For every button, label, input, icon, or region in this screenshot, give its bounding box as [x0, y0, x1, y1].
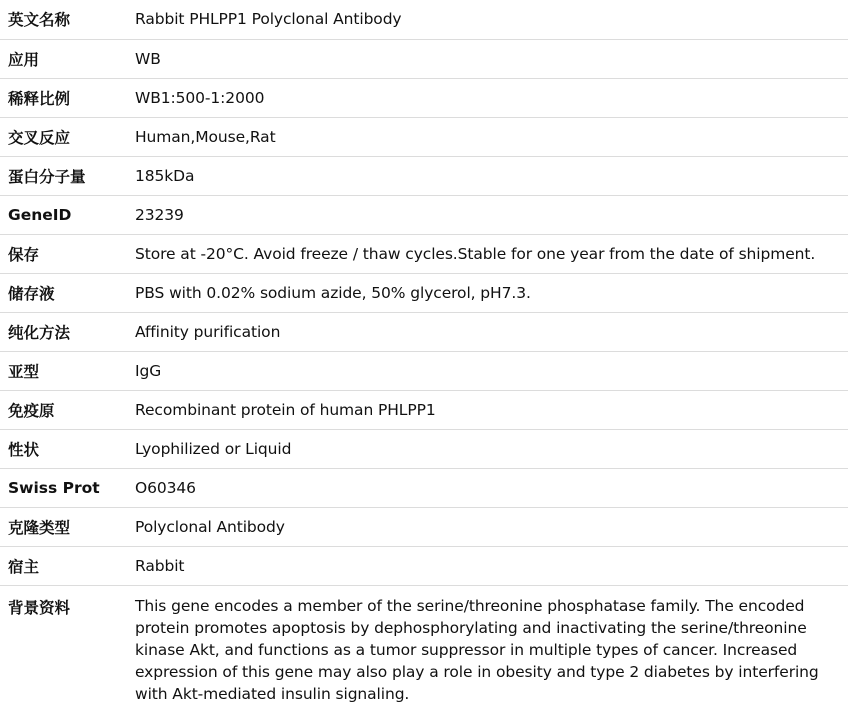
spec-value: PBS with 0.02% sodium azide, 50% glycerol, pH7.3. — [135, 273, 848, 312]
spec-label: 储存液 — [0, 273, 135, 312]
spec-value: 23239 — [135, 195, 848, 234]
spec-label: 亚型 — [0, 351, 135, 390]
spec-row-isotype — [0, 351, 848, 390]
spec-label: 保存 — [0, 234, 135, 273]
spec-label: Swiss Prot — [0, 468, 135, 507]
spec-value: Lyophilized or Liquid — [135, 429, 848, 468]
spec-label: 蛋白分子量 — [0, 156, 135, 195]
spec-value: 185kDa — [135, 156, 848, 195]
spec-label: 克隆类型 — [0, 507, 135, 546]
spec-value: WB1:500-1:2000 — [135, 78, 848, 117]
spec-label: 背景资料 — [8, 598, 71, 617]
spec-row-gene-id — [0, 195, 848, 234]
spec-value: Rabbit — [135, 546, 848, 585]
spec-label: 交叉反应 — [0, 117, 135, 156]
spec-row-background — [0, 585, 848, 705]
spec-row-clonality — [0, 507, 848, 546]
spec-label: 纯化方法 — [0, 312, 135, 351]
spec-row-cross-reactivity — [0, 117, 848, 156]
spec-label: 稀释比例 — [0, 78, 135, 117]
spec-row-swiss-prot — [0, 468, 848, 507]
spec-label: 性状 — [0, 429, 135, 468]
spec-value: Recombinant protein of human PHLPP1 — [135, 390, 848, 429]
spec-label: 免疫原 — [0, 390, 135, 429]
spec-row-form — [0, 429, 848, 468]
spec-label: GeneID — [0, 195, 135, 234]
spec-row-host — [0, 546, 848, 585]
spec-value: O60346 — [135, 468, 848, 507]
spec-value: Store at -20°C. Avoid freeze / thaw cycles.Stable for one year from the date of shipment. — [135, 234, 848, 273]
spec-row-dilution — [0, 78, 848, 117]
spec-value: Polyclonal Antibody — [135, 507, 848, 546]
spec-label: 宿主 — [0, 546, 135, 585]
spec-label: 英文名称 — [0, 0, 135, 39]
spec-value: Affinity purification — [135, 312, 848, 351]
spec-row-molecular-weight — [0, 156, 848, 195]
spec-row-application — [0, 39, 848, 78]
spec-row-storage-buffer — [0, 273, 848, 312]
spec-row-storage — [0, 234, 848, 273]
spec-row-immunogen — [0, 390, 848, 429]
spec-label: 应用 — [0, 39, 135, 78]
spec-value: WB — [135, 39, 848, 78]
spec-row-english-name — [0, 0, 848, 39]
spec-value: IgG — [135, 351, 848, 390]
spec-value: Rabbit PHLPP1 Polyclonal Antibody — [135, 0, 848, 39]
spec-row-purification — [0, 312, 848, 351]
spec-value-background: This gene encodes a member of the serine/threonine phosphatase family. The encoded protein promotes apoptosis by dephosphorylating and inactivating the serine/threonine kinase Akt, and functions as a tumor suppressor in multiple types of cancer. Increased expression of this gene may also play a role in obesity and type 2 diabetes by interfering with Akt-mediated insulin signaling. — [135, 596, 819, 703]
spec-value: Human,Mouse,Rat — [135, 117, 848, 156]
